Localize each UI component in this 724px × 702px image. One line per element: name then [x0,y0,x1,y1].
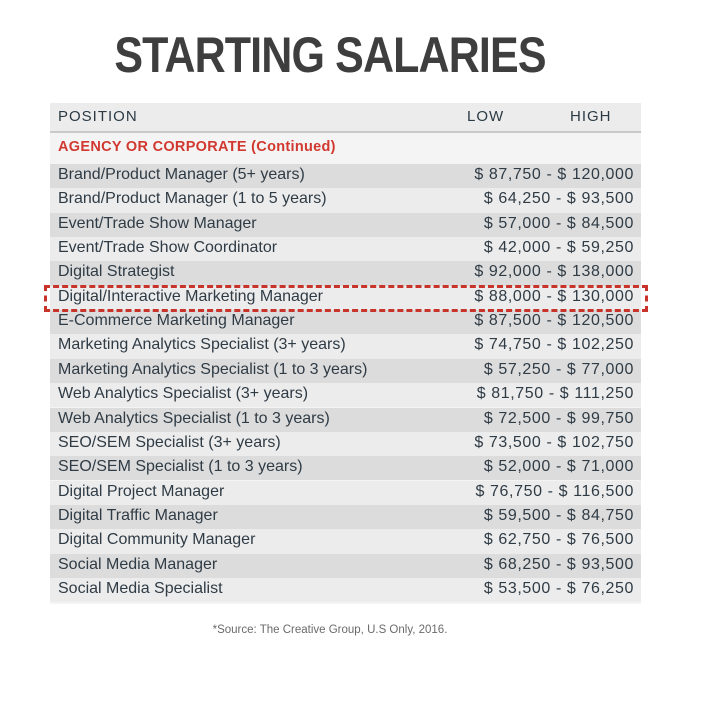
table-row [50,237,641,261]
salary-range-cell: $ 88,000 - $ 130,000 [474,287,634,305]
salary-range-cell: $ 81,750 - $ 111,250 [476,385,634,403]
position-cell: Brand/Product Manager (1 to 5 years) [58,190,327,208]
position-cell: Digital Traffic Manager [58,506,218,524]
salary-range-cell: $ 92,000 - $ 138,000 [474,263,634,281]
salary-range-cell: $ 68,250 - $ 93,500 [483,555,634,573]
table-row [50,505,641,529]
table-row [50,359,641,383]
table-row [50,481,641,505]
table-row [50,383,641,407]
section-heading: AGENCY OR CORPORATE (Continued) [58,139,336,155]
table-row [50,408,641,432]
table-row [50,456,641,480]
position-cell: Marketing Analytics Specialist (3+ years) [58,336,346,354]
position-cell: Digital Strategist [58,263,175,281]
table-row [50,213,641,237]
salary-range-cell: $ 76,750 - $ 116,500 [475,482,634,500]
table-row [50,188,641,212]
salary-range-cell: $ 52,000 - $ 71,000 [483,458,634,476]
salary-range-cell: $ 73,500 - $ 102,750 [474,433,634,451]
salary-range-cell: $ 72,500 - $ 99,750 [483,409,634,427]
header-position: POSITION [58,108,138,125]
position-cell: Digital/Interactive Marketing Manager [58,287,324,305]
table-row [50,554,641,578]
source-note: *Source: The Creative Group, U.S Only, 2016. [212,624,448,636]
header-high: HIGH [570,108,612,125]
table-row [50,334,641,358]
header-low: LOW [467,108,505,125]
table-row [50,310,641,334]
position-cell: Web Analytics Specialist (3+ years) [58,385,309,403]
salary-range-cell: $ 57,250 - $ 77,000 [483,360,634,378]
salary-range-cell: $ 53,500 - $ 76,250 [483,579,634,597]
salary-range-cell: $ 64,250 - $ 93,500 [483,190,634,208]
position-cell: SEO/SEM Specialist (3+ years) [58,433,281,451]
position-cell: Event/Trade Show Coordinator [58,239,278,257]
highlight-box [44,285,648,312]
position-cell: Web Analytics Specialist (1 to 3 years) [58,409,330,427]
salary-range-cell: $ 59,500 - $ 84,750 [483,506,634,524]
table-row [50,261,641,285]
salary-range-cell: $ 87,500 - $ 120,500 [474,312,634,330]
position-cell: Digital Community Manager [58,531,256,549]
position-cell: Marketing Analytics Specialist (1 to 3 years) [58,360,368,378]
table-row [50,432,641,456]
position-cell: Brand/Product Manager (5+ years) [58,166,305,183]
position-cell: Social Media Specialist [58,579,223,597]
salary-range-cell: $ 62,750 - $ 76,500 [483,531,634,549]
position-cell: E-Commerce Marketing Manager [58,312,295,330]
salary-range-cell: $ 87,750 - $ 120,000 [474,166,634,183]
salary-range-cell: $ 42,000 - $ 59,250 [483,239,634,257]
salary-table [50,103,641,604]
table-row [50,529,641,553]
position-cell: SEO/SEM Specialist (1 to 3 years) [58,458,303,476]
position-cell: Event/Trade Show Manager [58,214,257,232]
table-row [50,578,641,602]
position-cell: Digital Project Manager [58,482,225,500]
salary-range-cell: $ 74,750 - $ 102,250 [474,336,634,354]
page-title: STARTING SALARIES [114,27,546,83]
table-row [50,164,641,188]
position-cell: Social Media Manager [58,555,218,573]
table-header [50,103,641,133]
salary-range-cell: $ 57,000 - $ 84,500 [483,214,634,232]
